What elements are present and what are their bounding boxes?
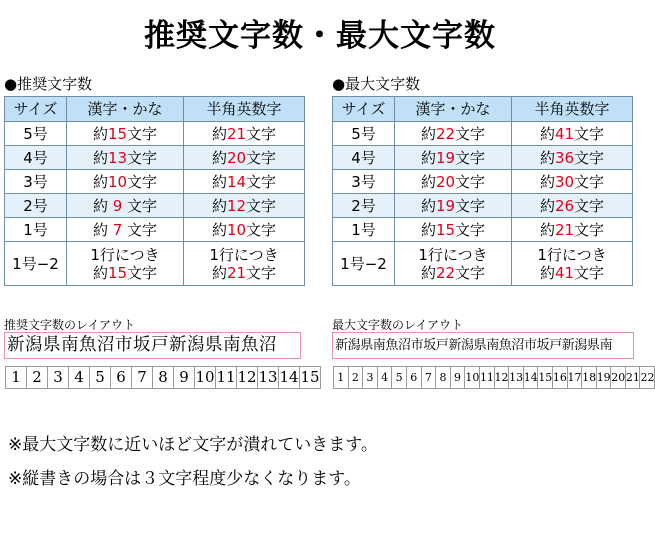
number-cell: 11 xyxy=(215,366,237,389)
kana-cell xyxy=(67,122,184,146)
number-cell: 21 xyxy=(625,366,641,389)
number-cell: 19 xyxy=(596,366,612,389)
cell-line xyxy=(184,264,304,282)
value-prefix: 約 xyxy=(539,172,555,191)
kana-cell xyxy=(67,194,184,218)
value-prefix: 約 xyxy=(539,263,555,282)
value-suffix: 文字 xyxy=(574,263,605,282)
maximum-heading: ●最大文字数 xyxy=(332,75,421,93)
value-number: 20 xyxy=(435,172,456,191)
table-row xyxy=(333,170,633,194)
number-cell: 12 xyxy=(494,366,510,389)
value-prefix: 約 xyxy=(92,220,108,239)
recommended-number-row xyxy=(5,366,320,389)
size-cell: 3号 xyxy=(5,170,67,194)
value-number: 19 xyxy=(435,148,456,167)
kana-cell xyxy=(67,218,184,242)
number-cell: 22 xyxy=(639,366,655,389)
size-cell: 1号 xyxy=(333,218,395,242)
value-number: 21 xyxy=(226,263,247,282)
value-suffix: 文字 xyxy=(127,220,158,239)
value-prefix: 約 xyxy=(211,196,227,215)
cell-line: 1行につき xyxy=(209,245,279,264)
value-suffix: 文字 xyxy=(455,263,486,282)
size-cell: 3号 xyxy=(333,170,395,194)
alnum-cell xyxy=(512,170,633,194)
size-cell: 1号−2 xyxy=(333,242,395,286)
value-suffix: 文字 xyxy=(455,148,486,167)
number-cell: 12 xyxy=(236,366,258,389)
value-prefix: 約 xyxy=(92,148,108,167)
cell-line: 1行につき xyxy=(418,245,488,264)
table-row xyxy=(333,146,633,170)
value-number: 26 xyxy=(554,196,575,215)
number-cell: 7 xyxy=(421,366,437,389)
value-suffix: 文字 xyxy=(127,148,158,167)
maximum-table xyxy=(332,96,633,286)
value-prefix: 約 xyxy=(420,148,436,167)
size-cell: 1号 xyxy=(5,218,67,242)
number-cell: 3 xyxy=(362,366,378,389)
value-prefix: 約 xyxy=(92,124,108,143)
recommended-heading: ●推奨文字数 xyxy=(4,75,93,93)
maximum-layout-sample: 新潟県南魚沼市坂戸新潟県南魚沼市坂戸新潟県南 xyxy=(332,332,634,359)
maximum-number-row xyxy=(333,366,654,389)
number-cell: 6 xyxy=(406,366,422,389)
size-cell: 2号 xyxy=(5,194,67,218)
header-size: サイズ xyxy=(333,97,395,122)
value-suffix: 文字 xyxy=(574,220,605,239)
alnum-cell xyxy=(512,218,633,242)
kana-cell xyxy=(395,146,512,170)
table-row xyxy=(333,242,633,286)
value-number: 7 xyxy=(107,220,128,239)
value-number: 20 xyxy=(226,148,247,167)
number-cell: 13 xyxy=(257,366,279,389)
value-prefix: 約 xyxy=(92,263,108,282)
recommended-layout-label: 推奨文字数のレイアウト xyxy=(4,318,136,332)
value-prefix: 約 xyxy=(539,196,555,215)
value-number: 10 xyxy=(226,220,247,239)
size-cell: 2号 xyxy=(333,194,395,218)
header-kana: 漢字・かな xyxy=(395,97,512,122)
table-row xyxy=(333,122,633,146)
alnum-cell xyxy=(512,242,633,286)
value-number: 9 xyxy=(107,196,128,215)
table-row xyxy=(5,170,305,194)
kana-cell xyxy=(395,218,512,242)
value-prefix: 約 xyxy=(420,196,436,215)
value-prefix: 約 xyxy=(92,196,108,215)
value-suffix: 文字 xyxy=(127,196,158,215)
number-cell: 18 xyxy=(581,366,597,389)
value-number: 30 xyxy=(554,172,575,191)
number-cell: 6 xyxy=(110,366,132,389)
kana-cell xyxy=(395,170,512,194)
size-cell: 1号−2 xyxy=(5,242,67,286)
alnum-cell xyxy=(184,146,305,170)
alnum-cell xyxy=(184,170,305,194)
value-prefix: 約 xyxy=(539,148,555,167)
alnum-cell xyxy=(512,146,633,170)
value-number: 22 xyxy=(435,263,456,282)
table-row xyxy=(5,122,305,146)
value-suffix: 文字 xyxy=(246,172,277,191)
size-cell: 4号 xyxy=(5,146,67,170)
value-number: 19 xyxy=(435,196,456,215)
value-number: 21 xyxy=(554,220,575,239)
value-suffix: 文字 xyxy=(574,196,605,215)
table-header-row xyxy=(5,97,305,122)
value-number: 41 xyxy=(554,124,575,143)
value-prefix: 約 xyxy=(539,220,555,239)
number-cell: 14 xyxy=(278,366,300,389)
page-title: 推奨文字数・最大文字数 xyxy=(144,18,496,54)
kana-cell xyxy=(395,194,512,218)
number-cell: 10 xyxy=(464,366,480,389)
number-cell: 2 xyxy=(348,366,364,389)
table-row xyxy=(333,194,633,218)
number-cell: 2 xyxy=(26,366,48,389)
cell-line: 1行につき xyxy=(537,245,607,264)
recommended-layout-sample: 新潟県南魚沼市坂戸新潟県南魚沼 xyxy=(4,332,301,359)
size-cell: 5号 xyxy=(333,122,395,146)
value-suffix: 文字 xyxy=(455,124,486,143)
number-cell: 11 xyxy=(479,366,495,389)
value-suffix: 文字 xyxy=(246,124,277,143)
header-alnum: 半角英数字 xyxy=(512,97,633,122)
kana-cell xyxy=(67,170,184,194)
number-cell: 13 xyxy=(508,366,524,389)
value-suffix: 文字 xyxy=(246,263,277,282)
value-number: 15 xyxy=(107,124,128,143)
table-row xyxy=(5,242,305,286)
value-prefix: 約 xyxy=(211,172,227,191)
alnum-cell xyxy=(184,242,305,286)
table-row xyxy=(5,194,305,218)
kana-cell xyxy=(67,242,184,286)
recommended-table-section xyxy=(4,72,304,286)
maximum-table-body xyxy=(333,122,633,286)
value-prefix: 約 xyxy=(211,220,227,239)
note-1: ※最大文字数に近いほど文字が潰れていきます。 xyxy=(8,435,378,455)
value-suffix: 文字 xyxy=(574,172,605,191)
number-cell: 17 xyxy=(567,366,583,389)
number-cell: 4 xyxy=(68,366,90,389)
table-row xyxy=(5,218,305,242)
table-row xyxy=(5,146,305,170)
value-number: 15 xyxy=(107,263,128,282)
cell-line xyxy=(67,264,183,282)
number-cell: 10 xyxy=(194,366,216,389)
value-suffix: 文字 xyxy=(574,148,605,167)
number-cell: 16 xyxy=(552,366,568,389)
number-cell: 9 xyxy=(450,366,466,389)
maximum-table-section xyxy=(332,72,632,286)
cell-line: 1行につき xyxy=(90,245,160,264)
number-cell: 7 xyxy=(131,366,153,389)
value-number: 12 xyxy=(226,196,247,215)
value-number: 14 xyxy=(226,172,247,191)
value-suffix: 文字 xyxy=(127,124,158,143)
value-number: 10 xyxy=(107,172,128,191)
alnum-cell xyxy=(184,218,305,242)
size-cell: 5号 xyxy=(5,122,67,146)
number-cell: 20 xyxy=(610,366,626,389)
value-number: 36 xyxy=(554,148,575,167)
value-prefix: 約 xyxy=(211,263,227,282)
number-cell: 14 xyxy=(523,366,539,389)
kana-cell xyxy=(395,242,512,286)
value-number: 13 xyxy=(107,148,128,167)
alnum-cell xyxy=(512,122,633,146)
recommended-table-body xyxy=(5,122,305,286)
value-number: 22 xyxy=(435,124,456,143)
value-suffix: 文字 xyxy=(246,148,277,167)
value-prefix: 約 xyxy=(211,124,227,143)
number-cell: 8 xyxy=(152,366,174,389)
value-prefix: 約 xyxy=(211,148,227,167)
value-suffix: 文字 xyxy=(455,196,486,215)
alnum-cell xyxy=(184,122,305,146)
value-suffix: 文字 xyxy=(574,124,605,143)
value-prefix: 約 xyxy=(92,172,108,191)
value-prefix: 約 xyxy=(420,220,436,239)
value-suffix: 文字 xyxy=(127,263,158,282)
value-prefix: 約 xyxy=(420,263,436,282)
number-cell: 1 xyxy=(5,366,27,389)
value-prefix: 約 xyxy=(420,172,436,191)
value-prefix: 約 xyxy=(420,124,436,143)
value-number: 15 xyxy=(435,220,456,239)
recommended-table xyxy=(4,96,305,286)
number-cell: 5 xyxy=(89,366,111,389)
kana-cell xyxy=(395,122,512,146)
header-kana: 漢字・かな xyxy=(67,97,184,122)
maximum-layout-label: 最大文字数のレイアウト xyxy=(332,318,464,332)
number-cell: 8 xyxy=(435,366,451,389)
size-cell: 4号 xyxy=(333,146,395,170)
note-2: ※縦書きの場合は３文字程度少なくなります。 xyxy=(8,469,361,489)
number-cell: 9 xyxy=(173,366,195,389)
value-suffix: 文字 xyxy=(127,172,158,191)
value-prefix: 約 xyxy=(539,124,555,143)
number-cell: 3 xyxy=(47,366,69,389)
number-cell: 15 xyxy=(537,366,553,389)
value-suffix: 文字 xyxy=(455,172,486,191)
header-size: サイズ xyxy=(5,97,67,122)
value-suffix: 文字 xyxy=(246,220,277,239)
number-cell: 5 xyxy=(391,366,407,389)
cell-line xyxy=(512,264,632,282)
number-cell: 1 xyxy=(333,366,349,389)
kana-cell xyxy=(67,146,184,170)
alnum-cell xyxy=(512,194,633,218)
value-number: 21 xyxy=(226,124,247,143)
value-suffix: 文字 xyxy=(246,196,277,215)
number-cell: 4 xyxy=(377,366,393,389)
header-alnum: 半角英数字 xyxy=(184,97,305,122)
value-number: 41 xyxy=(554,263,575,282)
table-header-row xyxy=(333,97,633,122)
cell-line xyxy=(395,264,511,282)
alnum-cell xyxy=(184,194,305,218)
value-suffix: 文字 xyxy=(455,220,486,239)
number-cell: 15 xyxy=(299,366,321,389)
table-row xyxy=(333,218,633,242)
